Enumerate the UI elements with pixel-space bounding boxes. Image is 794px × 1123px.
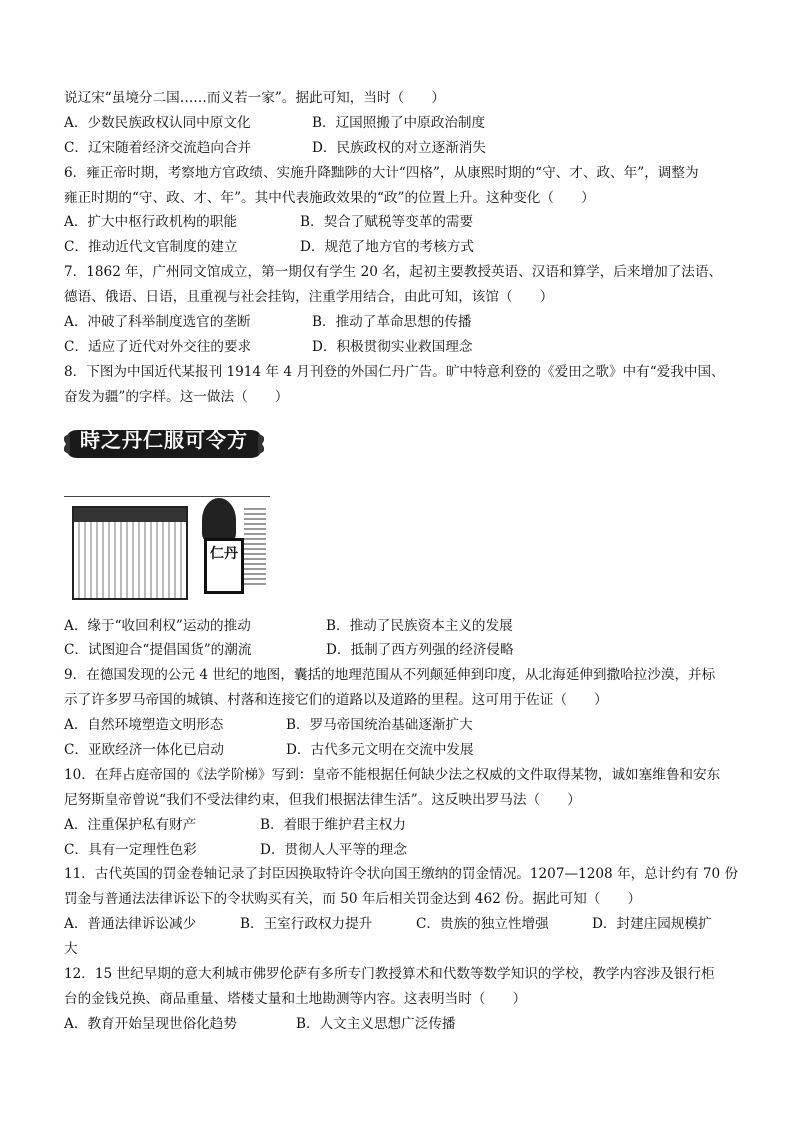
- advertisement-side-text: [244, 508, 266, 588]
- q6-option-d[interactable]: D．规范了地方官的考核方式: [300, 239, 475, 256]
- q9-options-row2: [64, 738, 744, 763]
- q5-option-d[interactable]: D．民族政权的对立逐渐消失: [312, 139, 487, 156]
- advertisement-product-panel: [196, 498, 270, 598]
- q8-stem-line1: 8．下图为中国近代某报刊 1914 年 4 月刊登的外国仁丹广告。旷中特意利登的《爱田之歌》中有“爱我中国、: [64, 363, 725, 380]
- advertisement-text-panel: [72, 506, 188, 600]
- q12-stem-line2: 台的金钱兑换、商品重量、塔楼丈量和土地勘测等内容。这表明当时（ ）: [64, 990, 527, 1007]
- q10-option-a[interactable]: A．注重保护私有财产: [64, 816, 197, 833]
- q12-option-a[interactable]: A．教育开始呈现世俗化趋势: [64, 1015, 237, 1032]
- q12-option-b[interactable]: B．人文主义思想广泛传播: [296, 1015, 456, 1032]
- q8-stem-line2: 奋发为疆”的字样。这一做法（ ）: [64, 388, 289, 405]
- q7-option-c[interactable]: C．适应了近代对外交往的要求: [64, 338, 252, 355]
- q9-option-d[interactable]: D．古代多元文明在交流中发展: [286, 742, 474, 759]
- q8-option-d[interactable]: D．抵制了西方列强的经济侵略: [326, 642, 514, 659]
- advertisement-text-panel-header: [74, 508, 186, 522]
- q12-options-row1: [64, 1012, 744, 1037]
- q10-option-b[interactable]: B．着眼于维护君主权力: [260, 816, 406, 833]
- q11-stem-line2: 罚金与普通法法律诉讼下的令状购买有关，而 50 年后相关罚金达到 462 份。据此可知（ ）: [64, 891, 642, 908]
- q8-option-c[interactable]: C．试图迎合“提倡国货”的潮流: [64, 642, 252, 659]
- q8-option-b[interactable]: B．推动了民族资本主义的发展: [326, 617, 513, 634]
- q10-options-row2: [64, 838, 744, 863]
- q5-option-a[interactable]: A．少数民族政权认同中原文化: [64, 114, 251, 131]
- q11-option-b[interactable]: B．王室行政权力提升: [240, 916, 373, 933]
- q9-option-a[interactable]: A．自然环境塑造文明形态: [64, 717, 224, 734]
- q11-option-d-wrap: 大: [64, 941, 78, 958]
- q10-options-row1: [64, 813, 744, 838]
- q11-option-a[interactable]: A．普通法律诉讼减少: [64, 916, 197, 933]
- q9-option-c[interactable]: C．亚欧经济一体化已启动: [64, 742, 224, 759]
- q6-option-c[interactable]: C．推动近代文官制度的建立: [64, 239, 238, 256]
- advertisement-banner-text: 時之丹仁服可令方: [80, 427, 248, 452]
- q6-stem-line1: 6．雍正帝时期，考察地方官政绩、实施升降黜陟的大计“四格”，从康熙时期的“守、才、政、年”，调整为: [64, 164, 699, 181]
- q11-option-c[interactable]: C．贵族的独立性增强: [416, 916, 549, 933]
- q11-stem-line1: 11．古代英国的罚金卷轴记录了封臣因换取特许令状向国王缴纳的罚金情况。1207—1208 年，总计约有 70 份: [64, 866, 739, 883]
- q11-option-d[interactable]: D．封建庄园规模扩: [592, 916, 712, 933]
- jintan-advertisement-figure: [64, 418, 270, 604]
- q6-stem-line2: 雍正时期的“守、政、才、年”。其中代表施政效果的“政”的位置上升。这种变化（ ）: [64, 189, 595, 206]
- q10-stem-line2: 尼努斯皇帝曾说“我们不受法律约束，但我们根据法律生活”。这反映出罗马法（ ）: [64, 791, 581, 808]
- q5-stem-tail: 说辽宋“虽境分二国……而义若一家”。据此可知，当时（ ）: [64, 90, 445, 106]
- q7-option-b[interactable]: B．推动了革命思想的传播: [312, 314, 472, 331]
- q6-option-b[interactable]: B．契合了赋税等变革的需要: [300, 214, 474, 231]
- q9-stem-line1: 9．在德国发现的公元 4 世纪的地图，囊括的地理范围从不列颠延伸到印度，从北海延伸到撒哈拉沙漠，并标: [64, 667, 716, 684]
- advertisement-product-box: 仁丹: [204, 538, 244, 594]
- q5-option-c[interactable]: C．辽宋随着经济交流趋向合并: [64, 139, 252, 156]
- q7-options-row2: [64, 335, 744, 360]
- q10-option-d[interactable]: D．贯彻人人平等的理念: [260, 841, 407, 858]
- q8-options-row2: [64, 638, 744, 663]
- q7-option-d[interactable]: D．积极贯彻实业救国理念: [312, 338, 473, 355]
- q8-options-row1: [64, 614, 744, 639]
- q6-option-a[interactable]: A．扩大中枢行政机构的职能: [64, 214, 237, 231]
- q5-option-b[interactable]: B．辽国照搬了中原政治制度: [312, 114, 486, 131]
- q9-stem-line2: 示了许多罗马帝国的城镇、村落和连接它们的道路以及道路的里程。这可用于佐证（ ）: [64, 692, 608, 709]
- advertisement-figure-portrait: [202, 498, 236, 542]
- q10-stem-line1: 10．在拜占庭帝国的《法学阶梯》写到：皇帝不能根据任何缺少法之权威的文件取得某物，诚如塞维鲁和安东: [64, 766, 721, 783]
- q12-stem-line1: 12．15 世纪早期的意大利城市佛罗伦萨有多所专门教授算术和代数等数学知识的学校，教学内容涉及银行柜: [64, 966, 715, 983]
- q7-options-row1: [64, 310, 744, 335]
- q8-option-a[interactable]: A．缘于“收回利权”运动的推动: [64, 617, 251, 634]
- q5-options-row1: [64, 111, 744, 136]
- q9-option-b[interactable]: B．罗马帝国统治基础逐渐扩大: [286, 717, 473, 734]
- q10-option-c[interactable]: C．具有一定理性色彩: [64, 841, 197, 858]
- advertisement-divider: [64, 496, 270, 497]
- q11-options-row: [64, 912, 744, 937]
- q7-stem-line2: 德语、俄语、日语，且重视与社会挂钩，注重学用结合，由此可知，该馆（ ）: [64, 289, 554, 306]
- q6-options-row1: [64, 210, 744, 235]
- q9-options-row1: [64, 713, 744, 738]
- q7-stem-line1: 7．1862 年，广州同文馆成立，第一期仅有学生 20 名，起初主要教授英语、汉语和算学，后来增加了法语、: [64, 264, 723, 281]
- q5-options-row2: [64, 136, 744, 161]
- q6-options-row2: [64, 235, 744, 260]
- q7-option-a[interactable]: A．冲破了科举制度选官的垄断: [64, 314, 251, 331]
- exam-page: [64, 86, 744, 1037]
